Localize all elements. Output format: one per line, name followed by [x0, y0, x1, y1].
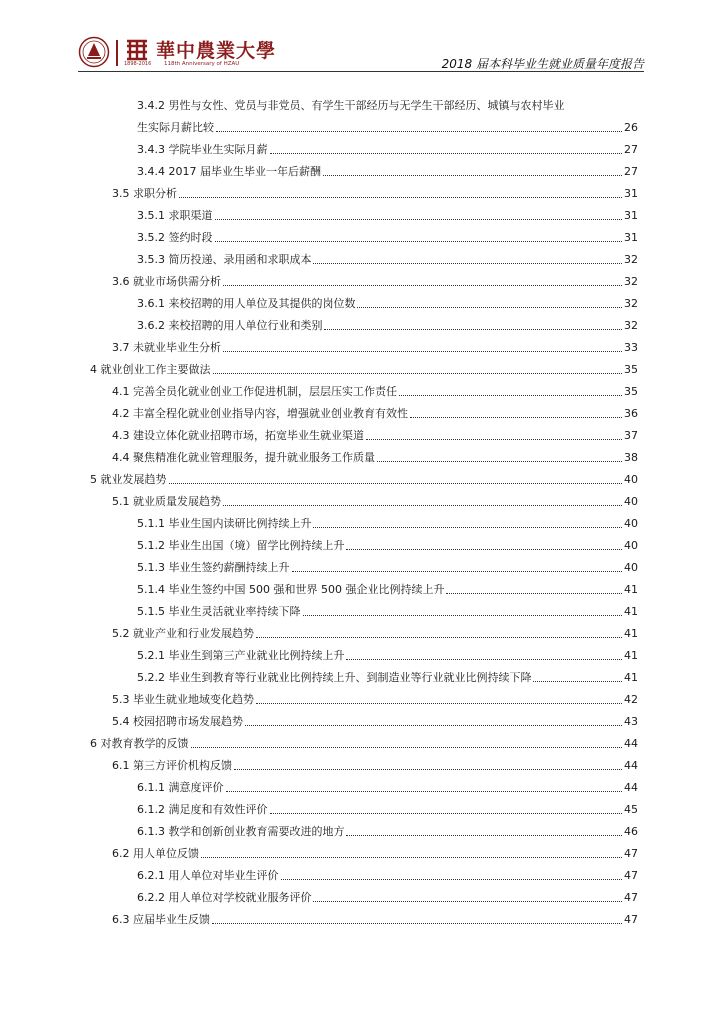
toc-leader-dots — [446, 592, 622, 594]
toc-leader-dots — [281, 878, 623, 880]
toc-leader-dots — [256, 702, 622, 704]
toc-page-number: 32 — [624, 297, 638, 310]
document-title: 2018 届本科毕业生就业质量年度报告 — [441, 57, 644, 71]
toc-entry-label: 3.5.3 简历投递、录用函和求职成本 — [137, 253, 312, 266]
toc-leader-dots — [201, 856, 622, 858]
page-header — [78, 36, 644, 72]
toc-entry[interactable] — [137, 291, 638, 311]
toc-page-number: 41 — [624, 649, 638, 662]
toc-entry-label: 3.4.3 学院毕业生实际月薪 — [137, 143, 268, 156]
toc-entry[interactable] — [112, 401, 638, 421]
toc-entry[interactable] — [137, 247, 638, 267]
toc-page-number: 47 — [624, 847, 638, 860]
toc-page-number: 40 — [624, 517, 638, 530]
toc-leader-dots — [223, 284, 622, 286]
toc-leader-dots — [245, 724, 622, 726]
toc-leader-dots — [223, 350, 622, 352]
toc-entry-label: 5.1.5 毕业生灵活就业率持续下降 — [137, 605, 301, 618]
toc-page-number: 41 — [624, 627, 638, 640]
university-emblem-icon — [78, 36, 110, 68]
toc-page-number: 35 — [624, 385, 638, 398]
toc-entry[interactable] — [137, 797, 638, 817]
toc-entry-label: 6.2.2 用人单位对学校就业服务评价 — [137, 891, 312, 904]
toc-page-number: 44 — [624, 759, 638, 772]
toc-leader-dots — [216, 130, 622, 132]
toc-entry-label: 5.1.1 毕业生国内读研比例持续上升 — [137, 517, 312, 530]
toc-page-number: 41 — [624, 605, 638, 618]
toc-leader-dots — [346, 548, 622, 550]
toc-entry-label: 6.1.3 教学和创新创业教育需要改进的地方 — [137, 825, 345, 838]
toc-entry[interactable] — [112, 423, 638, 443]
toc-page-number: 40 — [624, 495, 638, 508]
toc-entry-label: 5 就业发展趋势 — [90, 473, 167, 486]
toc-page-number: 46 — [624, 825, 638, 838]
toc-entry[interactable] — [137, 225, 638, 245]
toc-entry[interactable] — [137, 819, 638, 839]
founding-years: 1898-2016 — [124, 61, 152, 67]
toc-entry-label: 3.5 求职分析 — [112, 187, 177, 200]
toc-entry[interactable] — [112, 709, 638, 729]
toc-entry-label: 6 对教育教学的反馈 — [90, 737, 189, 750]
toc-entry[interactable] — [112, 621, 638, 641]
toc-leader-dots — [270, 152, 623, 154]
toc-entry[interactable] — [137, 863, 638, 883]
toc-page-number: 40 — [624, 539, 638, 552]
toc-entry-label: 5.1.2 毕业生出国（境）留学比例持续上升 — [137, 539, 345, 552]
toc-leader-dots — [270, 812, 623, 814]
toc-entry[interactable] — [137, 599, 638, 619]
toc-leader-dots — [179, 196, 622, 198]
toc-leader-dots — [169, 482, 623, 484]
toc-entry-label: 3.6 就业市场供需分析 — [112, 275, 221, 288]
toc-entry-label: 5.1.4 毕业生签约中国 500 强和世界 500 强企业比例持续上升 — [137, 583, 445, 596]
toc-entry[interactable] — [137, 885, 638, 905]
toc-entry-label: 5.1 就业质量发展趋势 — [112, 495, 221, 508]
toc-page-number: 38 — [624, 451, 638, 464]
toc-entry[interactable] — [137, 577, 638, 597]
toc-page-number: 40 — [624, 473, 638, 486]
toc-leader-dots — [212, 922, 622, 924]
toc-page-number: 31 — [624, 187, 638, 200]
toc-entry-label: 6.1.2 满足度和有效性评价 — [137, 803, 268, 816]
toc-leader-dots — [357, 306, 622, 308]
university-name: 華中農業大學 — [156, 40, 277, 62]
toc-entry[interactable] — [112, 907, 638, 927]
toc-leader-dots — [346, 834, 622, 836]
toc-leader-dots — [226, 790, 623, 792]
toc-page-number: 47 — [624, 869, 638, 882]
toc-entry-label: 5.2 就业产业和行业发展趋势 — [112, 627, 254, 640]
toc-entry[interactable] — [137, 93, 638, 113]
toc-leader-dots — [324, 328, 622, 330]
toc-leader-dots — [215, 218, 623, 220]
toc-leader-dots — [366, 438, 622, 440]
toc-leader-dots — [313, 526, 622, 528]
toc-page-number: 36 — [624, 407, 638, 420]
toc-page-number: 47 — [624, 913, 638, 926]
toc-leader-dots — [399, 394, 622, 396]
toc-entry-label: 6.2 用人单位反馈 — [112, 847, 199, 860]
anniversary-mark-icon — [124, 38, 150, 62]
toc-entry[interactable] — [112, 687, 638, 707]
toc-entry[interactable] — [112, 841, 638, 861]
toc-page-number: 41 — [624, 583, 638, 596]
toc-entry[interactable] — [137, 115, 638, 135]
toc-leader-dots — [215, 240, 623, 242]
anniversary-text: 118th Anniversary of HZAU — [164, 61, 240, 67]
toc-leader-dots — [377, 460, 622, 462]
toc-leader-dots — [410, 416, 622, 418]
toc-entry-label: 5.1.3 毕业生签约薪酬持续上升 — [137, 561, 290, 574]
toc-entry-label: 3.4.2 男性与女性、党员与非党员、有学生干部经历与无学生干部经历、城镇与农村毕业 — [137, 99, 565, 112]
toc-page-number: 33 — [624, 341, 638, 354]
toc-entry[interactable] — [137, 555, 638, 575]
toc-entry[interactable] — [137, 511, 638, 531]
toc-entry[interactable] — [90, 357, 638, 377]
toc-entry[interactable] — [137, 203, 638, 223]
toc-entry-label: 5.4 校园招聘市场发展趋势 — [112, 715, 243, 728]
toc-entry[interactable] — [90, 731, 638, 751]
toc-leader-dots — [346, 658, 622, 660]
toc-page-number: 26 — [624, 121, 638, 134]
toc-entry[interactable] — [137, 137, 638, 157]
toc-page-number: 43 — [624, 715, 638, 728]
toc-entry[interactable] — [112, 269, 638, 289]
toc-leader-dots — [191, 746, 623, 748]
toc-entry[interactable] — [90, 467, 638, 487]
toc-page-number: 32 — [624, 275, 638, 288]
toc-leader-dots — [533, 680, 622, 682]
toc-page-number: 32 — [624, 253, 638, 266]
toc-entry-label: 5.3 毕业生就业地域变化趋势 — [112, 693, 254, 706]
toc-entry[interactable] — [137, 775, 638, 795]
toc-entry[interactable] — [112, 181, 638, 201]
toc-page-number: 45 — [624, 803, 638, 816]
toc-entry-label: 4.2 丰富全程化就业创业指导内容，增强就业创业教育有效性 — [112, 407, 408, 420]
toc-entry-label: 3.6.2 来校招聘的用人单位行业和类别 — [137, 319, 323, 332]
toc-entry-label: 3.5.2 签约时段 — [137, 231, 213, 244]
header-divider — [78, 71, 644, 72]
toc-page-number: 44 — [624, 737, 638, 750]
toc-leader-dots — [234, 768, 622, 770]
toc-entry-label: 生实际月薪比较 — [137, 121, 214, 134]
toc-leader-dots — [213, 372, 623, 374]
toc-leader-dots — [223, 504, 622, 506]
toc-entry[interactable] — [137, 533, 638, 553]
toc-entry[interactable] — [112, 445, 638, 465]
toc-entry[interactable] — [112, 489, 638, 509]
toc-page-number: 47 — [624, 891, 638, 904]
toc-entry-label: 3.4.4 2017 届毕业生毕业一年后薪酬 — [137, 165, 321, 178]
toc-entry-label: 4.4 聚焦精准化就业管理服务，提升就业服务工作质量 — [112, 451, 375, 464]
toc-entry-label: 3.7 未就业毕业生分析 — [112, 341, 221, 354]
toc-entry-label: 6.2.1 用人单位对毕业生评价 — [137, 869, 279, 882]
toc-page-number: 40 — [624, 561, 638, 574]
toc-page-number: 27 — [624, 165, 638, 178]
toc-entry-label: 5.2.2 毕业生到教育等行业就业比例持续上升、到制造业等行业就业比例持续下降 — [137, 671, 532, 684]
toc-page-number: 32 — [624, 319, 638, 332]
toc-leader-dots — [303, 614, 623, 616]
toc-entry[interactable] — [112, 379, 638, 399]
toc-page-number: 42 — [624, 693, 638, 706]
toc-leader-dots — [256, 636, 622, 638]
toc-entry-label: 4.1 完善全员化就业创业工作促进机制，层层压实工作责任 — [112, 385, 397, 398]
toc-entry-label: 6.1 第三方评价机构反馈 — [112, 759, 232, 772]
toc-entry-label: 4 就业创业工作主要做法 — [90, 363, 211, 376]
toc-entry[interactable] — [137, 313, 638, 333]
toc-page-number: 41 — [624, 671, 638, 684]
toc-leader-dots — [292, 570, 623, 572]
toc-leader-dots — [313, 900, 622, 902]
toc-entry-label: 3.5.1 求职渠道 — [137, 209, 213, 222]
toc-entry[interactable] — [137, 643, 638, 663]
logo-separator — [116, 40, 118, 66]
toc-page-number: 35 — [624, 363, 638, 376]
toc-leader-dots — [323, 174, 622, 176]
toc-page-number: 31 — [624, 209, 638, 222]
toc-entry[interactable] — [137, 159, 638, 179]
toc-entry-label: 3.6.1 来校招聘的用人单位及其提供的岗位数 — [137, 297, 356, 310]
toc-entry[interactable] — [112, 335, 638, 355]
toc-entry-label: 6.3 应届毕业生反馈 — [112, 913, 210, 926]
toc-entry[interactable] — [137, 665, 638, 685]
toc-page-number: 44 — [624, 781, 638, 794]
toc-page-number: 27 — [624, 143, 638, 156]
toc-leader-dots — [313, 262, 622, 264]
toc-entry-label: 4.3 建设立体化就业招聘市场，拓宽毕业生就业渠道 — [112, 429, 364, 442]
toc-entry-label: 6.1.1 满意度评价 — [137, 781, 224, 794]
toc-page-number: 37 — [624, 429, 638, 442]
toc-entry[interactable] — [112, 753, 638, 773]
toc-entry-label: 5.2.1 毕业生到第三产业就业比例持续上升 — [137, 649, 345, 662]
toc-page-number: 31 — [624, 231, 638, 244]
